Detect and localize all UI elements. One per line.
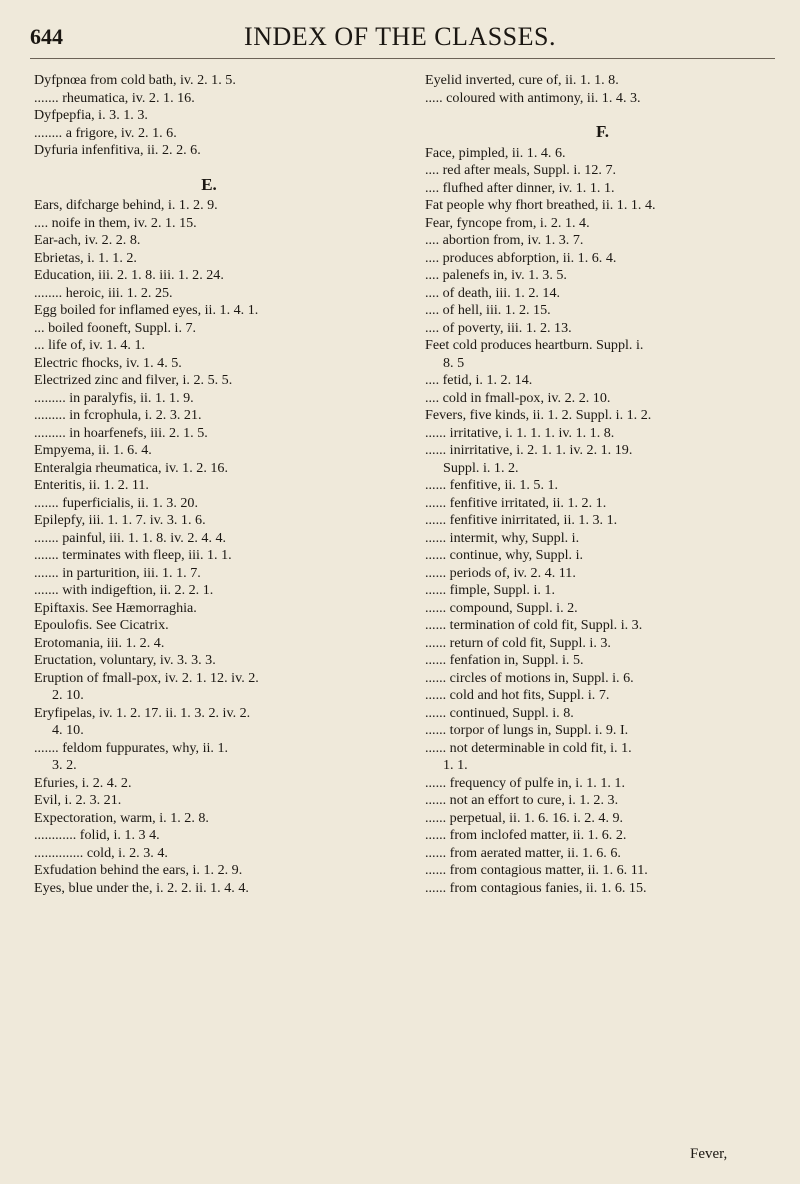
index-entry: Epiftaxis. See Hæmorraghia. <box>34 599 197 616</box>
index-entry: Dyfpnœa from cold bath, iv. 2. 1. 5. <box>34 72 236 88</box>
index-subentry: ...... from aerated matter, ii. 1. 6. 6. <box>425 844 621 861</box>
index-subentry: ...... inirritative, i. 2. 1. 1. iv. 2. 1. 19. <box>425 442 633 458</box>
index-entry: Face, pimpled, ii. 1. 4. 6. <box>425 144 566 161</box>
index-entry: Dyfuria infenfitiva, ii. 2. 2. 6. <box>34 142 201 158</box>
index-subentry: .... of death, iii. 1. 2. 14. <box>425 284 561 301</box>
index-subentry: ...... perpetual, ii. 1. 6. 16. i. 2. 4. 9. <box>425 809 624 826</box>
index-subentry: .... flufhed after dinner, iv. 1. 1. 1. <box>425 179 615 196</box>
index-entry: Fear, fyncope from, i. 2. 1. 4. <box>425 214 590 231</box>
index-subentry: .... palenefs in, iv. 1. 3. 5. <box>425 267 567 283</box>
index-entry-continuation: 1. 1. <box>443 757 468 773</box>
index-subentry: ..... coloured with antimony, ii. 1. 4. 3. <box>425 89 641 106</box>
index-entry: Empyema, ii. 1. 6. 4. <box>34 442 152 458</box>
index-entry: Ear-ach, iv. 2. 2. 8. <box>34 232 141 248</box>
index-subentry: .... of hell, iii. 1. 2. 15. <box>425 302 551 318</box>
index-subentry: ...... from contagious fanies, ii. 1. 6. 15. <box>425 879 647 896</box>
index-entry: Epoulofis. See Cicatrix. <box>34 617 169 633</box>
index-entry-continuation: 2. 10. <box>52 687 84 703</box>
index-subentry: ....... in parturition, iii. 1. 1. 7. <box>34 564 201 581</box>
index-entry: Evil, i. 2. 3. 21. <box>34 792 122 808</box>
index-subentry: ...... fenfitive, ii. 1. 5. 1. <box>425 477 559 493</box>
index-subentry: ....... feldom fuppurates, why, ii. 1. <box>34 739 229 756</box>
index-entry: Eryfipelas, iv. 1. 2. 17. ii. 1. 3. 2. iv. 2. <box>34 704 251 721</box>
index-subentry: ...... not determinable in cold fit, i. 1. <box>425 739 632 756</box>
index-subentry: ...... termination of cold fit, Suppl. i. 3. <box>425 617 643 633</box>
index-entry: Erotomania, iii. 1. 2. 4. <box>34 634 165 651</box>
index-subentry: ... boiled fooneft, Suppl. i. 7. <box>34 319 197 336</box>
index-entry: Electrized zinc and filver, i. 2. 5. 5. <box>34 372 233 388</box>
index-entry: Enteritis, ii. 1. 2. 11. <box>34 477 149 493</box>
header-rule <box>30 58 775 59</box>
index-subentry: ............ folid, i. 1. 3 4. <box>34 827 160 843</box>
section-letter: F. <box>595 122 610 141</box>
index-subentry: ...... compound, Suppl. i. 2. <box>425 599 578 616</box>
index-entry: Enteralgia rheumatica, iv. 1. 2. 16. <box>34 459 228 476</box>
index-subentry: ....... painful, iii. 1. 1. 8. iv. 2. 4. 4. <box>34 529 227 546</box>
index-subentry: ...... cold and hot fits, Suppl. i. 7. <box>425 687 610 703</box>
index-entry-continuation: 8. 5 <box>443 354 465 371</box>
index-subentry: .... red after meals, Suppl. i. 12. 7. <box>425 162 617 178</box>
index-entry: Eruption of fmall-pox, iv. 2. 1. 12. iv. 2. <box>34 669 259 686</box>
index-subentry: .... cold in fmall-pox, iv. 2. 2. 10. <box>425 389 611 406</box>
index-entry-continuation: 3. 2. <box>52 757 77 773</box>
index-subentry: ........ heroic, iii. 1. 2. 25. <box>34 284 173 301</box>
index-entry: Dyfpepfia, i. 3. 1. 3. <box>34 107 148 123</box>
index-subentry: .... fetid, i. 1. 2. 14. <box>425 372 533 388</box>
index-subentry: ....... terminates with fleep, iii. 1. 1. <box>34 547 232 563</box>
index-entry: Efuries, i. 2. 4. 2. <box>34 774 132 791</box>
running-title: INDEX OF THE CLASSES. <box>244 22 556 51</box>
index-subentry: ...... irritative, i. 1. 1. 1. iv. 1. 1. 8. <box>425 424 615 441</box>
index-entry: Epilepfy, iii. 1. 1. 7. iv. 3. 1. 6. <box>34 512 206 528</box>
index-entry: Ears, difcharge behind, i. 1. 2. 9. <box>34 197 218 213</box>
index-subentry: ......... in hoarfenefs, iii. 2. 1. 5. <box>34 424 208 441</box>
spacer <box>425 107 780 119</box>
index-entry-continuation: 4. 10. <box>52 722 84 738</box>
index-subentry: ...... intermit, why, Suppl. i. <box>425 529 580 546</box>
index-subentry: .... abortion from, iv. 1. 3. 7. <box>425 232 584 248</box>
right-index-column <box>425 72 780 897</box>
index-subentry: ...... not an effort to cure, i. 1. 2. 3. <box>425 792 619 808</box>
index-subentry: ....... fuperficialis, ii. 1. 3. 20. <box>34 494 199 511</box>
index-subentry: .... noife in them, iv. 2. 1. 15. <box>34 214 197 231</box>
index-subentry: ...... continue, why, Suppl. i. <box>425 547 584 563</box>
index-subentry: ...... fenfation in, Suppl. i. 5. <box>425 652 584 668</box>
index-subentry: .... produces abforption, ii. 1. 6. 4. <box>425 249 617 266</box>
index-subentry: .... of poverty, iii. 1. 2. 13. <box>425 319 572 336</box>
index-entry: Ebrietas, i. 1. 1. 2. <box>34 249 137 266</box>
index-subentry: ......... in paralyfis, ii. 1. 1. 9. <box>34 389 194 406</box>
index-entry: Expectoration, warm, i. 1. 2. 8. <box>34 809 209 826</box>
index-subentry: ... life of, iv. 1. 4. 1. <box>34 337 146 353</box>
index-subentry: ...... circles of motions in, Suppl. i. 6. <box>425 669 634 686</box>
index-subentry: ...... from contagious matter, ii. 1. 6. 11. <box>425 862 648 878</box>
index-subentry: ...... torpor of lungs in, Suppl. i. 9. I. <box>425 722 629 738</box>
index-entry: Electric fhocks, iv. 1. 4. 5. <box>34 354 182 371</box>
index-entry: Eyes, blue under the, i. 2. 2. ii. 1. 4. 4. <box>34 879 249 896</box>
index-subentry: ...... fenfitive irritated, ii. 1. 2. 1. <box>425 494 607 511</box>
index-subentry: ....... with indigeftion, ii. 2. 2. 1. <box>34 582 214 598</box>
index-entry: Feet cold produces heartburn. Suppl. i. <box>425 337 644 353</box>
index-subentry: ...... fimple, Suppl. i. 1. <box>425 582 555 598</box>
catchword: Fever, <box>690 1146 728 1162</box>
index-entry: Eyelid inverted, cure of, ii. 1. 1. 8. <box>425 72 619 88</box>
index-entry: Fevers, five kinds, ii. 1. 2. Suppl. i. 1. 2. <box>425 407 652 423</box>
page-header <box>30 20 770 60</box>
index-subentry: ...... continued, Suppl. i. 8. <box>425 704 574 721</box>
index-subentry: ...... fenfitive inirritated, ii. 1. 3. 1. <box>425 512 618 528</box>
index-subentry: ...... frequency of pulfe in, i. 1. 1. 1. <box>425 774 626 791</box>
index-subentry: ...... periods of, iv. 2. 4. 11. <box>425 564 576 581</box>
index-subentry: ...... from inclofed matter, ii. 1. 6. 2. <box>425 827 627 843</box>
section-letter: E. <box>201 174 217 194</box>
index-entry: Fat people why fhort breathed, ii. 1. 1. 4. <box>425 197 656 213</box>
page-number: 644 <box>30 24 63 49</box>
index-entry: Egg boiled for inflamed eyes, ii. 1. 4. 1. <box>34 302 259 318</box>
left-index-column <box>34 72 384 897</box>
index-subentry: ...... return of cold fit, Suppl. i. 3. <box>425 634 611 651</box>
index-subentry: ....... rheumatica, iv. 2. 1. 16. <box>34 89 195 106</box>
index-subentry: ......... in fcrophula, i. 2. 3. 21. <box>34 407 202 423</box>
index-subentry: .............. cold, i. 2. 3. 4. <box>34 844 168 861</box>
index-entry: Education, iii. 2. 1. 8. iii. 1. 2. 24. <box>34 267 224 283</box>
index-entry: Eructation, voluntary, iv. 3. 3. 3. <box>34 652 216 668</box>
spacer <box>34 160 384 172</box>
index-subentry: ........ a frigore, iv. 2. 1. 6. <box>34 124 177 141</box>
index-entry: Exfudation behind the ears, i. 1. 2. 9. <box>34 862 243 878</box>
index-entry-continuation: Suppl. i. 1. 2. <box>443 459 519 476</box>
